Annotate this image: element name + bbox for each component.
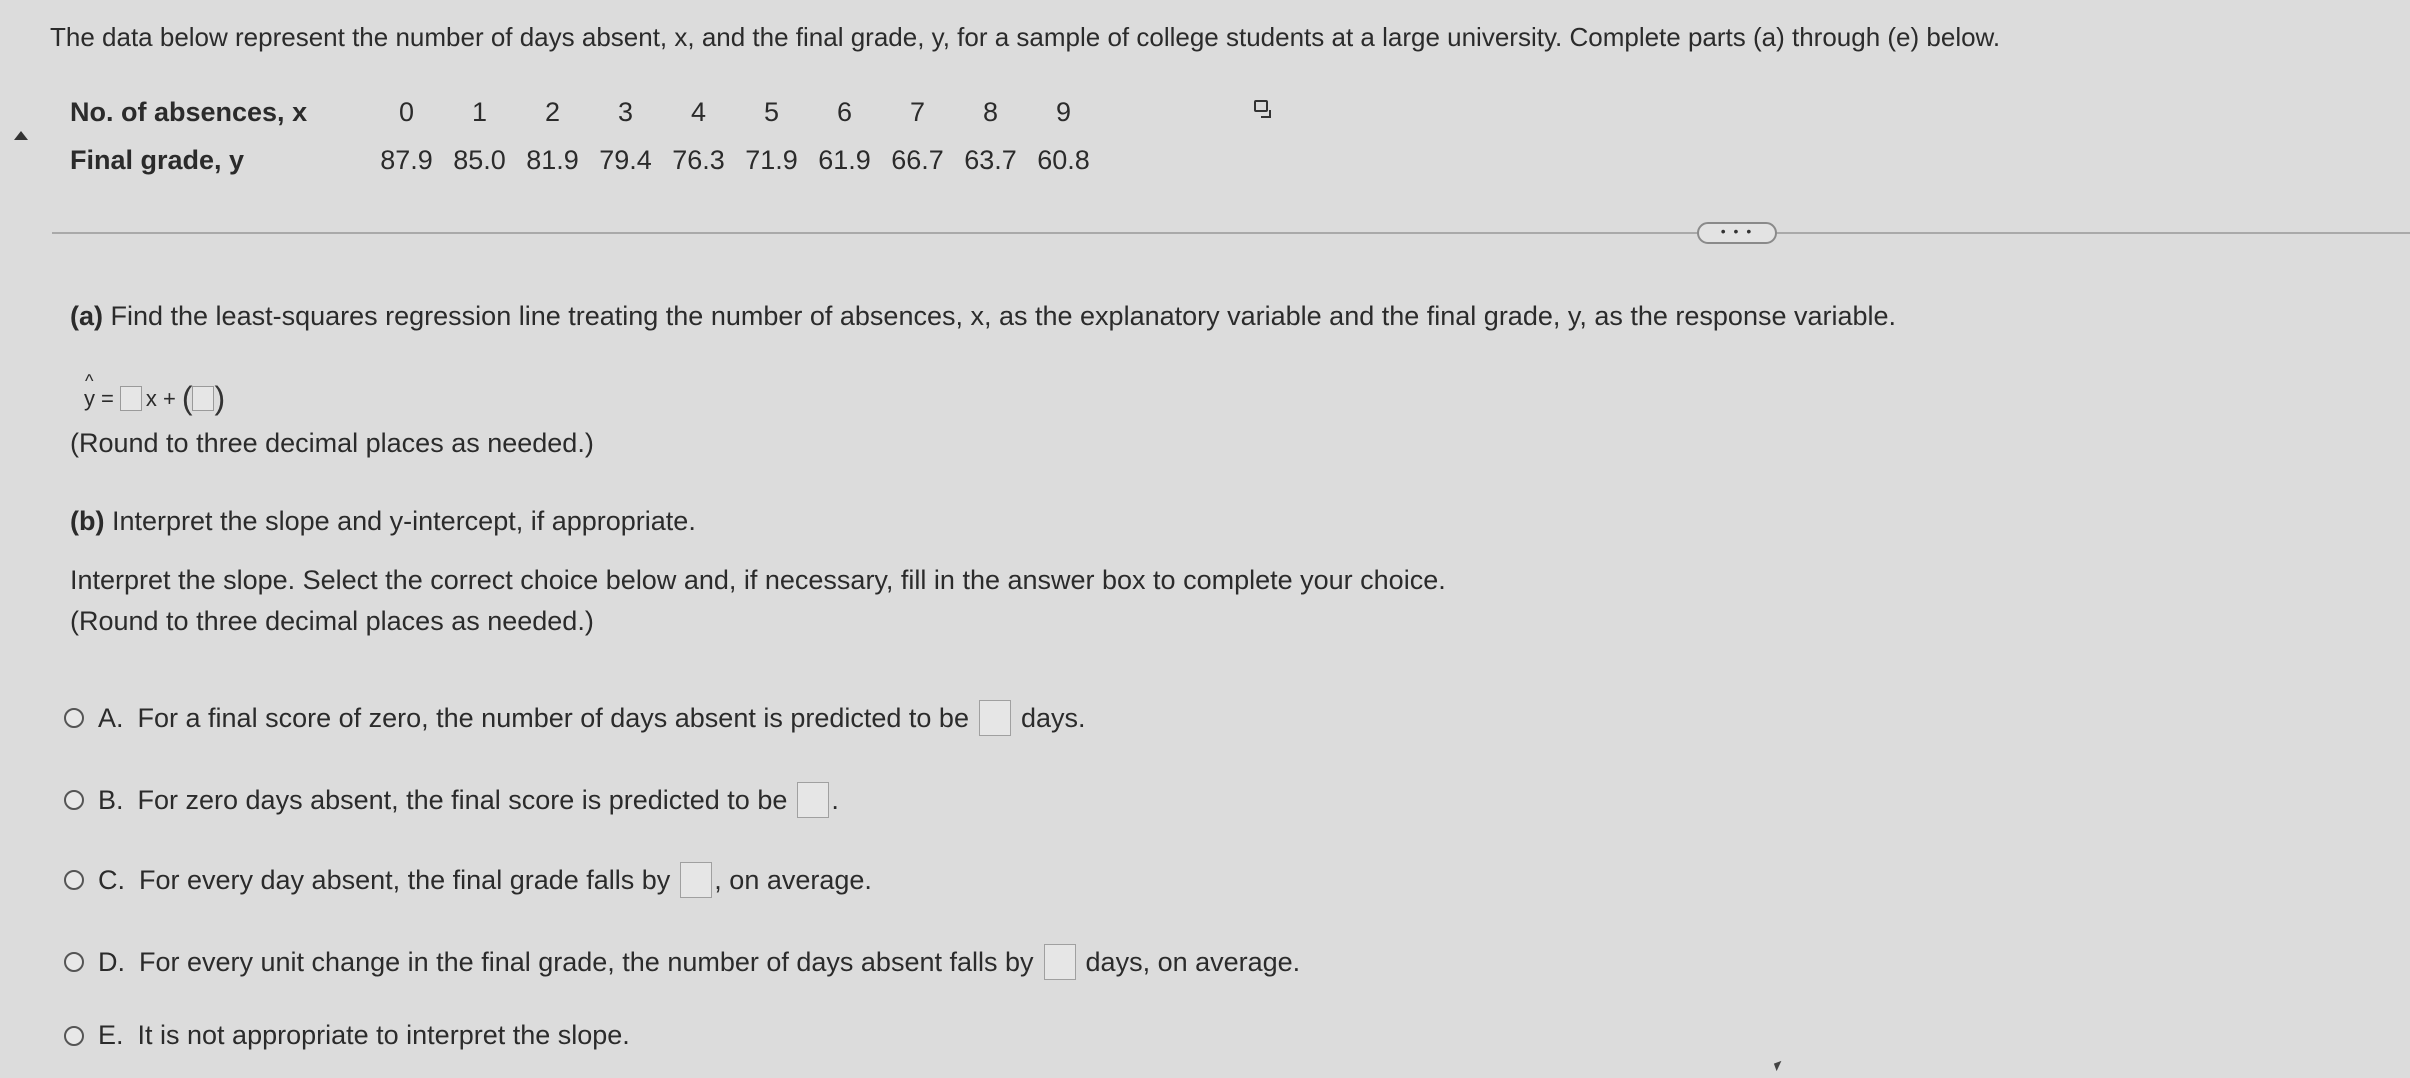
- y-value: 76.3: [672, 144, 725, 175]
- choice-c[interactable]: [64, 862, 872, 898]
- choice-d-answer-box[interactable]: [1044, 944, 1076, 980]
- collapse-arrow-icon[interactable]: [14, 131, 28, 140]
- choice-b[interactable]: [64, 782, 839, 818]
- copy-data-icon[interactable]: [1254, 100, 1268, 112]
- regression-equation: [84, 380, 225, 417]
- part-b-label: (b): [70, 506, 105, 536]
- part-a-text: Find the least-squares regression line treating the number of absences, x, as the explanatory variable and the final grade, y, as the response variable.: [103, 301, 1897, 331]
- choice-a-answer-box[interactable]: [979, 700, 1011, 736]
- slope-input[interactable]: [120, 386, 142, 411]
- choice-b-text: For zero days absent, the final score is predicted to be: [137, 784, 788, 815]
- equals-sign: =: [101, 385, 114, 411]
- x-value: 2: [544, 96, 561, 127]
- open-paren: (: [181, 380, 193, 416]
- choice-c-suffix: , on average.: [714, 864, 872, 895]
- x-row-label: No. of absences, x: [70, 96, 308, 127]
- interpret-prompt: Interpret the slope. Select the correct choice below and, if necessary, fill in the answer box to complete your choice.: [70, 565, 1446, 595]
- x-value: 1: [471, 96, 488, 127]
- choice-a-suffix: days.: [1020, 702, 1086, 733]
- radio-b[interactable]: [64, 790, 84, 810]
- choice-c-answer-box[interactable]: [680, 862, 712, 898]
- part-b-text: Interpret the slope and y-intercept, if appropriate.: [104, 506, 696, 536]
- y-value: 60.8: [1037, 144, 1090, 175]
- choice-d[interactable]: [64, 944, 1300, 980]
- choice-e-letter: E.: [98, 1020, 124, 1050]
- y-value: 81.9: [526, 144, 579, 175]
- y-hat-symbol: ^ y: [84, 386, 95, 412]
- radio-d[interactable]: [64, 952, 84, 972]
- choice-b-answer-box[interactable]: [797, 782, 829, 818]
- round-note-a: (Round to three decimal places as needed.): [70, 428, 594, 458]
- mouse-cursor-icon: [1774, 1061, 1784, 1071]
- choice-d-text: For every unit change in the final grade, the number of days absent falls by: [139, 946, 1034, 977]
- radio-e[interactable]: [64, 1026, 84, 1046]
- x-value: 4: [690, 96, 707, 127]
- part-b-question: [70, 506, 696, 537]
- y-value: 61.9: [818, 144, 871, 175]
- x-value: 3: [617, 96, 634, 127]
- radio-c[interactable]: [64, 870, 84, 890]
- close-paren: ): [214, 380, 226, 416]
- intercept-input[interactable]: [192, 386, 214, 411]
- part-a-label: (a): [70, 301, 103, 331]
- problem-intro: The data below represent the number of days absent, x, and the final grade, y, for a sample of college students at a large university. Complete parts (a) through (e) below.: [50, 22, 2001, 52]
- y-value: 66.7: [891, 144, 944, 175]
- x-value: 9: [1055, 96, 1072, 127]
- y-value: 79.4: [599, 144, 652, 175]
- x-value: 6: [836, 96, 853, 127]
- choice-c-text: For every day absent, the final grade falls by: [139, 864, 671, 895]
- x-value: 8: [982, 96, 999, 127]
- x-value: 7: [909, 96, 926, 127]
- choice-a-text: For a final score of zero, the number of days absent is predicted to be: [137, 702, 969, 733]
- y-value: 85.0: [453, 144, 506, 175]
- choice-e-text: It is not appropriate to interpret the slope.: [137, 1020, 630, 1050]
- round-note-b: (Round to three decimal places as needed.): [70, 606, 594, 636]
- y-value: 63.7: [964, 144, 1017, 175]
- table-row-y: [70, 136, 1100, 184]
- choice-d-suffix: days, on average.: [1085, 946, 1301, 977]
- choice-a[interactable]: [64, 700, 1086, 736]
- choice-b-suffix: .: [831, 784, 839, 815]
- radio-a[interactable]: [64, 708, 84, 728]
- x-value: 0: [398, 96, 415, 127]
- data-table: [70, 88, 1100, 184]
- table-row-x: [70, 88, 1100, 136]
- choice-e[interactable]: [64, 1020, 630, 1051]
- choice-a-letter: A.: [98, 702, 124, 733]
- section-divider: [52, 232, 2410, 234]
- y-value: 87.9: [380, 144, 433, 175]
- y-row-label: Final grade, y: [70, 144, 245, 175]
- x-plus-text: x +: [145, 385, 176, 411]
- part-a-question: [70, 301, 1896, 332]
- y-value: 71.9: [745, 144, 798, 175]
- choice-d-letter: D.: [98, 946, 125, 977]
- choice-c-letter: C.: [98, 864, 125, 895]
- x-value: 5: [763, 96, 780, 127]
- choice-b-letter: B.: [98, 784, 124, 815]
- more-button[interactable]: • • •: [1697, 222, 1777, 244]
